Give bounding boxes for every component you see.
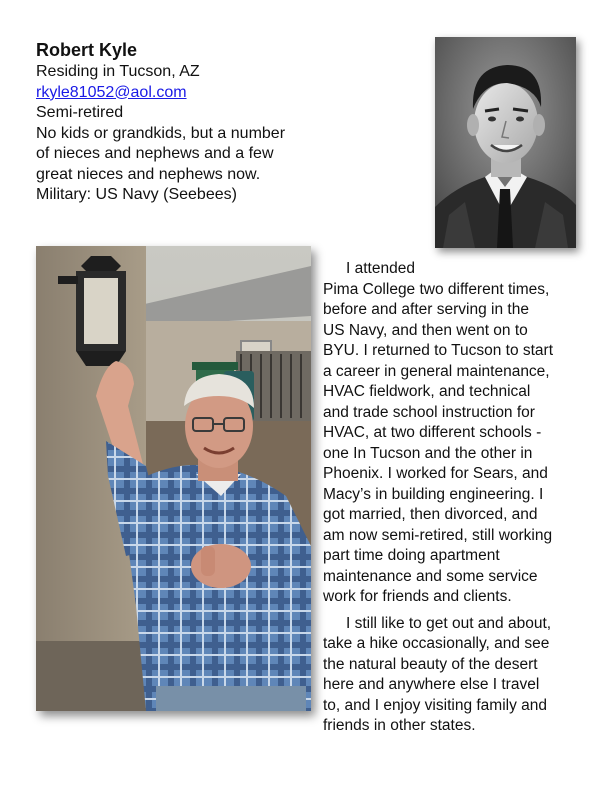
bio-line: friends in other states. [323,717,476,734]
bio-line: one In Tucson and the other in [323,444,533,462]
bio-line: to, and I enjoy visiting family and [323,696,548,714]
family-line: No kids or grandkids, but a number [36,124,286,142]
email-link[interactable]: rkyle81052@aol.com [36,83,187,101]
bio-line: US Navy, and then went on to [323,321,528,339]
bio-line: work for friends and clients. [323,588,512,605]
bio-line: got married, then divorced, and [323,506,538,523]
status-text: Semi-retired [36,104,124,121]
bio-line: HVAC, at two different schools - [323,424,542,441]
bio-line: part time doing apartment [323,547,500,564]
bio-line: Phoenix. I worked for Sears, and [323,465,548,482]
bio-line: here and anywhere else I travel [323,676,540,693]
family-line: of nieces and nephews and a few [36,145,274,162]
bio-line: and trade school instruction for [323,403,535,421]
bio-line: Pima College two different times, [323,280,550,298]
current-portrait-photo [36,246,311,711]
bio-line: BYU. I returned to Tucson to start [323,342,554,359]
family-line: great nieces and nephews now. [36,165,261,183]
bio-line: maintenance and some service [323,567,538,585]
bio-line: take a hike occasionally, and see [323,635,550,652]
profile-header [36,38,336,206]
residence-text: Residing in Tucson, AZ [36,63,200,80]
biography-text [323,259,585,737]
person-name: Robert Kyle [36,40,138,60]
bio-line: before and after serving in the [323,301,529,318]
bio-line: I still like to get out and about, [346,614,552,632]
bio-line: am now semi-retired, still working [323,526,553,544]
bio-line: I attended [346,260,415,277]
yearbook-portrait-photo [435,37,576,248]
biography-paragraph [323,259,585,608]
bio-line: a career in general maintenance, [323,362,550,380]
bio-line: HVAC fieldwork, and technical [323,383,531,400]
military-text: Military: US Navy (Seebees) [36,186,237,203]
biography-paragraph [323,614,585,737]
bio-line: the natural beauty of the desert [323,655,538,673]
bio-line: Macy’s in building engineering. I [323,485,544,503]
